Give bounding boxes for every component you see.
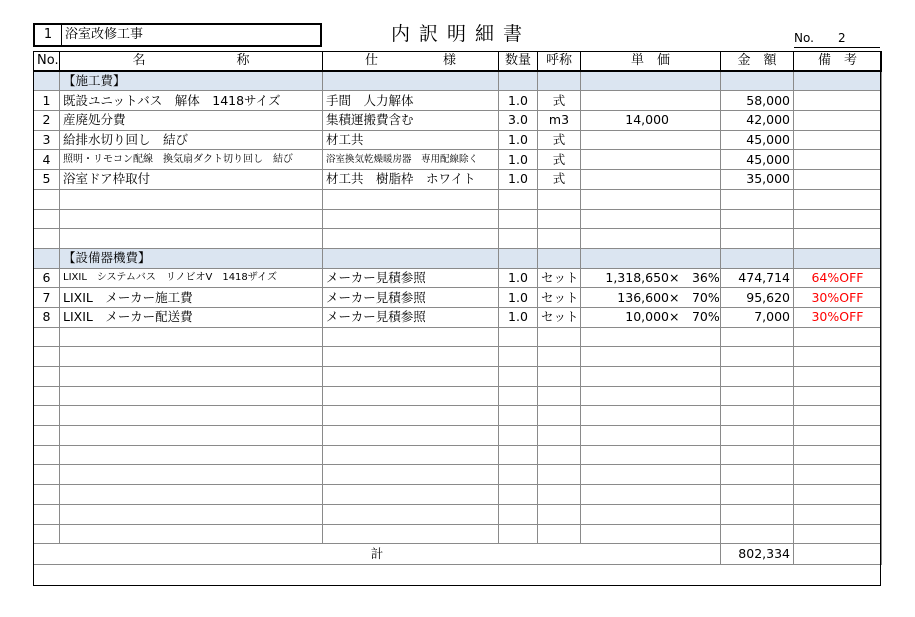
item-name: 浴室ドア枠取付 bbox=[60, 170, 323, 190]
blank-row bbox=[34, 327, 882, 347]
blank-cell bbox=[323, 209, 499, 229]
blank-cell bbox=[794, 426, 882, 446]
item-unit-price-cell bbox=[581, 150, 721, 170]
col-header-qty: 数量 bbox=[499, 52, 538, 72]
section-cell bbox=[499, 71, 538, 91]
item-name: 既設ユニットバス 解体 1418サイズ bbox=[60, 91, 323, 111]
blank-cell bbox=[721, 524, 794, 544]
section-cell bbox=[538, 248, 581, 268]
blank-cell bbox=[581, 426, 721, 446]
blank-cell bbox=[794, 465, 882, 485]
item-unit: 式 bbox=[538, 170, 581, 190]
blank-cell bbox=[60, 445, 323, 465]
item-unit-price: 10,000 bbox=[625, 309, 669, 325]
blank-cell bbox=[34, 504, 60, 524]
blank-cell bbox=[721, 347, 794, 367]
blank-cell bbox=[34, 209, 60, 229]
blank-cell bbox=[34, 189, 60, 209]
blank-row bbox=[34, 229, 882, 249]
row-no: 8 bbox=[34, 307, 60, 327]
blank-cell bbox=[581, 189, 721, 209]
blank-cell bbox=[499, 189, 538, 209]
section-title: 【施工費】 bbox=[60, 71, 323, 91]
blank-cell bbox=[794, 347, 882, 367]
item-amount: 58,000 bbox=[721, 91, 794, 111]
col-header-spec: 仕 様 bbox=[323, 52, 499, 72]
blank-cell bbox=[323, 367, 499, 387]
item-spec: 手間 人力解体 bbox=[323, 91, 499, 111]
item-name: 給排水切り回し 結び bbox=[60, 130, 323, 150]
item-unit-price-cell bbox=[581, 307, 721, 327]
blank-cell bbox=[60, 406, 323, 426]
blank-cell bbox=[60, 426, 323, 446]
blank-row bbox=[34, 347, 882, 367]
blank-cell bbox=[60, 524, 323, 544]
section-cell bbox=[794, 248, 882, 268]
total-label: 計 bbox=[34, 544, 721, 565]
blank-cell bbox=[538, 209, 581, 229]
item-qty: 1.0 bbox=[499, 91, 538, 111]
blank-cell bbox=[581, 347, 721, 367]
section-row bbox=[34, 71, 882, 91]
blank-cell bbox=[581, 327, 721, 347]
blank-cell bbox=[721, 327, 794, 347]
item-name: LIXIL メーカー配送費 bbox=[60, 307, 323, 327]
item-spec: メーカー見積参照 bbox=[323, 268, 499, 288]
col-header-name: 名 称 bbox=[60, 52, 323, 72]
blank-cell bbox=[794, 367, 882, 387]
total-row bbox=[34, 544, 882, 565]
table-row bbox=[34, 130, 882, 150]
item-unit-price: 136,600 bbox=[617, 289, 669, 305]
blank-row bbox=[34, 189, 882, 209]
item-amount: 35,000 bbox=[721, 170, 794, 190]
blank-cell bbox=[60, 209, 323, 229]
section-cell bbox=[499, 248, 538, 268]
blank-cell bbox=[34, 347, 60, 367]
detail-table bbox=[33, 51, 882, 565]
table-row bbox=[34, 91, 882, 111]
section-cell bbox=[721, 71, 794, 91]
blank-row bbox=[34, 485, 882, 505]
blank-cell bbox=[581, 386, 721, 406]
item-rate: × 70% bbox=[669, 289, 720, 305]
item-note: 30%OFF bbox=[794, 307, 882, 327]
blank-cell bbox=[323, 445, 499, 465]
section-cell bbox=[794, 71, 882, 91]
table-row bbox=[34, 307, 882, 327]
section-cell bbox=[323, 71, 499, 91]
blank-cell bbox=[721, 367, 794, 387]
blank-cell bbox=[794, 406, 882, 426]
item-name: 照明・リモコン配線 換気扇ダクト切り回し 結び bbox=[60, 150, 323, 170]
blank-cell bbox=[499, 386, 538, 406]
section-cell bbox=[721, 248, 794, 268]
blank-cell bbox=[323, 465, 499, 485]
blank-cell bbox=[323, 327, 499, 347]
item-note bbox=[794, 111, 882, 131]
section-cell bbox=[581, 71, 721, 91]
item-amount: 45,000 bbox=[721, 130, 794, 150]
blank-cell bbox=[538, 327, 581, 347]
blank-cell bbox=[538, 485, 581, 505]
blank-cell bbox=[499, 209, 538, 229]
page-number-label: No. bbox=[794, 31, 814, 45]
item-spec: 材工共 bbox=[323, 130, 499, 150]
col-header-price: 単 価 bbox=[581, 52, 721, 72]
blank-cell bbox=[60, 386, 323, 406]
blank-cell bbox=[581, 406, 721, 426]
project-title: 浴室改修工事 bbox=[65, 27, 144, 42]
blank-row bbox=[34, 426, 882, 446]
blank-cell bbox=[538, 426, 581, 446]
item-spec: 集積運搬費含む bbox=[323, 111, 499, 131]
blank-row bbox=[34, 386, 882, 406]
table-header-row bbox=[34, 52, 882, 72]
blank-cell bbox=[323, 347, 499, 367]
blank-cell bbox=[499, 504, 538, 524]
blank-cell bbox=[538, 406, 581, 426]
blank-cell bbox=[721, 485, 794, 505]
blank-cell bbox=[538, 386, 581, 406]
item-unit: 式 bbox=[538, 91, 581, 111]
blank-cell bbox=[721, 229, 794, 249]
section-cell bbox=[538, 71, 581, 91]
item-qty: 3.0 bbox=[499, 111, 538, 131]
section-cell bbox=[323, 248, 499, 268]
row-no: 7 bbox=[34, 288, 60, 308]
item-spec: 浴室換気乾燥暖房器 専用配線除く bbox=[323, 150, 499, 170]
item-unit-price-cell bbox=[581, 268, 721, 288]
blank-cell bbox=[581, 445, 721, 465]
section-cell bbox=[581, 248, 721, 268]
item-unit: m3 bbox=[538, 111, 581, 131]
blank-cell bbox=[499, 327, 538, 347]
blank-cell bbox=[538, 504, 581, 524]
row-no: 2 bbox=[34, 111, 60, 131]
item-unit-price: 1,318,650 bbox=[605, 269, 669, 285]
blank-cell bbox=[60, 465, 323, 485]
item-note: 30%OFF bbox=[794, 288, 882, 308]
blank-cell bbox=[538, 465, 581, 485]
item-spec: メーカー見積参照 bbox=[323, 288, 499, 308]
total-note-cell bbox=[794, 544, 882, 565]
blank-cell bbox=[538, 367, 581, 387]
item-name: LIXIL システムバス リノビオV 1418ザイズ bbox=[60, 268, 323, 288]
item-unit: 式 bbox=[538, 150, 581, 170]
item-name: LIXIL メーカー施工費 bbox=[60, 288, 323, 308]
blank-cell bbox=[794, 229, 882, 249]
item-qty: 1.0 bbox=[499, 170, 538, 190]
table-row bbox=[34, 288, 882, 308]
blank-cell bbox=[794, 524, 882, 544]
item-spec: 材工共 樹脂枠 ホワイト bbox=[323, 170, 499, 190]
blank-cell bbox=[581, 524, 721, 544]
blank-cell bbox=[794, 386, 882, 406]
row-no: 5 bbox=[34, 170, 60, 190]
document-title: 内訳明細書 bbox=[390, 23, 531, 45]
col-header-no: No. bbox=[34, 52, 60, 72]
section-no-cell bbox=[34, 248, 60, 268]
blank-cell bbox=[60, 229, 323, 249]
blank-cell bbox=[34, 426, 60, 446]
item-unit: セット bbox=[538, 288, 581, 308]
blank-cell bbox=[499, 347, 538, 367]
item-unit: セット bbox=[538, 268, 581, 288]
item-unit: セット bbox=[538, 307, 581, 327]
blank-cell bbox=[60, 347, 323, 367]
blank-cell bbox=[60, 327, 323, 347]
item-amount: 42,000 bbox=[721, 111, 794, 131]
item-unit-price-cell bbox=[581, 288, 721, 308]
blank-cell bbox=[538, 189, 581, 209]
blank-row bbox=[34, 465, 882, 485]
blank-cell bbox=[34, 367, 60, 387]
blank-row bbox=[34, 406, 882, 426]
blank-cell bbox=[34, 445, 60, 465]
blank-cell bbox=[323, 485, 499, 505]
blank-cell bbox=[323, 426, 499, 446]
blank-cell bbox=[721, 189, 794, 209]
blank-cell bbox=[499, 229, 538, 249]
col-header-unit: 呼称 bbox=[538, 52, 581, 72]
blank-row bbox=[34, 209, 882, 229]
table-row bbox=[34, 111, 882, 131]
table-row bbox=[34, 170, 882, 190]
blank-cell bbox=[721, 426, 794, 446]
row-no: 6 bbox=[34, 268, 60, 288]
blank-row bbox=[34, 445, 882, 465]
blank-cell bbox=[721, 406, 794, 426]
blank-cell bbox=[323, 524, 499, 544]
blank-cell bbox=[499, 367, 538, 387]
item-unit-price-cell bbox=[581, 170, 721, 190]
blank-cell bbox=[721, 386, 794, 406]
blank-cell bbox=[499, 426, 538, 446]
blank-cell bbox=[581, 229, 721, 249]
item-amount: 45,000 bbox=[721, 150, 794, 170]
item-name: 産廃処分費 bbox=[60, 111, 323, 131]
blank-cell bbox=[323, 229, 499, 249]
item-amount: 474,714 bbox=[721, 268, 794, 288]
blank-cell bbox=[323, 386, 499, 406]
blank-cell bbox=[794, 504, 882, 524]
item-qty: 1.0 bbox=[499, 288, 538, 308]
blank-cell bbox=[499, 445, 538, 465]
blank-cell bbox=[794, 445, 882, 465]
table-row bbox=[34, 150, 882, 170]
page-number-value: 2 bbox=[838, 31, 846, 45]
blank-cell bbox=[721, 504, 794, 524]
section-no-cell bbox=[34, 71, 60, 91]
blank-cell bbox=[721, 445, 794, 465]
blank-row bbox=[34, 524, 882, 544]
blank-cell bbox=[60, 367, 323, 387]
blank-cell bbox=[499, 465, 538, 485]
row-no: 1 bbox=[34, 91, 60, 111]
item-qty: 1.0 bbox=[499, 307, 538, 327]
item-unit-price-cell bbox=[581, 91, 721, 111]
item-note bbox=[794, 130, 882, 150]
blank-cell bbox=[721, 209, 794, 229]
page-number-box bbox=[794, 31, 880, 48]
blank-cell bbox=[34, 327, 60, 347]
col-header-amount: 金 額 bbox=[721, 52, 794, 72]
blank-cell bbox=[581, 367, 721, 387]
blank-cell bbox=[60, 485, 323, 505]
table-row bbox=[34, 268, 882, 288]
blank-cell bbox=[538, 229, 581, 249]
blank-cell bbox=[581, 209, 721, 229]
blank-cell bbox=[499, 524, 538, 544]
blank-cell bbox=[34, 485, 60, 505]
item-unit: 式 bbox=[538, 130, 581, 150]
blank-cell bbox=[794, 189, 882, 209]
item-note: 64%OFF bbox=[794, 268, 882, 288]
blank-cell bbox=[323, 406, 499, 426]
blank-cell bbox=[60, 504, 323, 524]
section-title: 【設備器機費】 bbox=[60, 248, 323, 268]
item-note bbox=[794, 91, 882, 111]
blank-cell bbox=[581, 465, 721, 485]
item-unit-price: 14,000 bbox=[625, 112, 669, 128]
item-note bbox=[794, 150, 882, 170]
blank-cell bbox=[60, 189, 323, 209]
item-spec: メーカー見積参照 bbox=[323, 307, 499, 327]
blank-cell bbox=[794, 327, 882, 347]
project-box bbox=[33, 23, 322, 47]
blank-row bbox=[34, 367, 882, 387]
item-rate: × 36% bbox=[669, 269, 720, 285]
blank-cell bbox=[794, 485, 882, 505]
item-unit-price-cell bbox=[581, 111, 721, 131]
blank-cell bbox=[499, 406, 538, 426]
item-qty: 1.0 bbox=[499, 150, 538, 170]
item-qty: 1.0 bbox=[499, 130, 538, 150]
item-unit-price-cell bbox=[581, 130, 721, 150]
section-row bbox=[34, 248, 882, 268]
item-rate: × 70% bbox=[669, 309, 720, 325]
row-no: 3 bbox=[34, 130, 60, 150]
blank-cell bbox=[323, 189, 499, 209]
blank-cell bbox=[499, 485, 538, 505]
total-amount: 802,334 bbox=[721, 544, 794, 565]
blank-cell bbox=[538, 347, 581, 367]
item-amount: 7,000 bbox=[721, 307, 794, 327]
row-no: 4 bbox=[34, 150, 60, 170]
blank-cell bbox=[794, 209, 882, 229]
blank-row bbox=[34, 504, 882, 524]
blank-cell bbox=[581, 485, 721, 505]
item-note bbox=[794, 170, 882, 190]
table-body bbox=[34, 52, 882, 565]
blank-cell bbox=[721, 465, 794, 485]
blank-cell bbox=[34, 386, 60, 406]
blank-cell bbox=[34, 406, 60, 426]
blank-cell bbox=[34, 229, 60, 249]
item-amount: 95,620 bbox=[721, 288, 794, 308]
item-qty: 1.0 bbox=[499, 268, 538, 288]
blank-cell bbox=[538, 524, 581, 544]
blank-cell bbox=[323, 504, 499, 524]
col-header-note: 備 考 bbox=[794, 52, 882, 72]
blank-cell bbox=[581, 504, 721, 524]
blank-cell bbox=[538, 445, 581, 465]
blank-cell bbox=[34, 465, 60, 485]
project-number: 1 bbox=[35, 25, 62, 45]
blank-cell bbox=[34, 524, 60, 544]
